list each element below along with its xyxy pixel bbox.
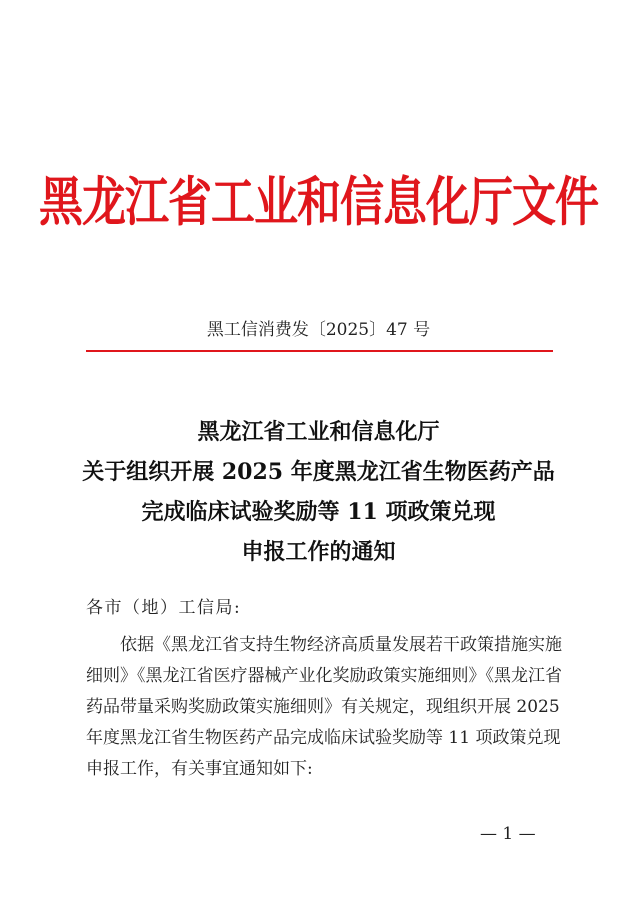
body-line: 申报工作，有关事宜通知如下: bbox=[86, 759, 313, 779]
page-number: — 1 — bbox=[480, 824, 536, 844]
body-line: 药品带量采购奖励政策实施细则》有关规定，现组织开展 2025 bbox=[86, 697, 560, 717]
notice-title-line: 黑龙江省工业和信息化厅 bbox=[197, 419, 440, 445]
body-line: 年度黑龙江省生物医药产品完成临床试验奖励等 11 项政策兑现 bbox=[86, 728, 561, 748]
notice-title-line: 完成临床试验奖励等 11 项政策兑现 bbox=[141, 499, 496, 525]
issuing-authority-header: 黑龙江省工业和信息化厅文件 bbox=[39, 171, 598, 233]
body-line: 细则》《黑龙江省医疗器械产业化奖励政策实施细则》《黑龙江省 bbox=[86, 666, 562, 686]
document-number: 黑工信消费发〔2025〕47 号 bbox=[206, 320, 431, 340]
salutation: 各市（地）工信局: bbox=[86, 598, 242, 618]
notice-title-line: 申报工作的通知 bbox=[241, 539, 396, 565]
notice-title-line: 关于组织开展 2025 年度黑龙江省生物医药产品 bbox=[82, 459, 555, 485]
red-divider-line bbox=[86, 350, 553, 352]
notice-title bbox=[0, 412, 637, 572]
body-paragraph bbox=[86, 630, 562, 785]
body-line: 依据《黑龙江省支持生物经济高质量发展若干政策措施实施 bbox=[120, 635, 562, 655]
